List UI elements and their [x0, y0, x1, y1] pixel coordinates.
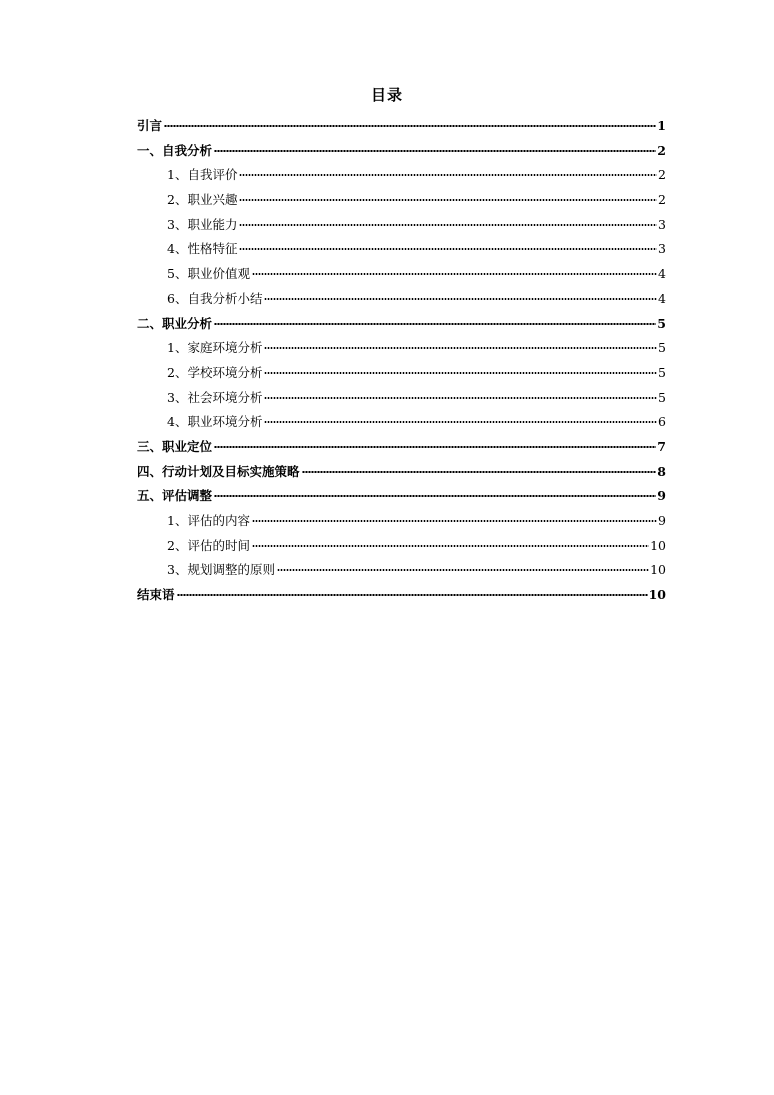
toc-entry[interactable] [137, 460, 666, 485]
toc-dot-leader [214, 446, 656, 448]
toc-page-number: 10 [650, 562, 666, 578]
toc-dot-leader [264, 347, 657, 349]
toc-dot-leader [252, 545, 649, 547]
toc-page-number: 9 [658, 513, 666, 528]
toc-subentry[interactable] [137, 534, 666, 559]
toc-page-number: 3 [658, 216, 666, 232]
toc-entry-label: 2、职业兴趣 [167, 192, 238, 208]
toc-subentry[interactable] [137, 509, 666, 534]
toc-dot-leader [264, 397, 657, 399]
toc-subentry[interactable] [137, 188, 666, 213]
toc-subentry[interactable] [137, 262, 666, 287]
toc-subentry[interactable] [137, 163, 666, 188]
toc-dot-leader [252, 520, 657, 522]
toc-page-number: 5 [658, 364, 666, 380]
toc-entry-label: 1、自我评价 [167, 167, 238, 183]
toc-entry[interactable] [137, 583, 666, 608]
toc-subentry[interactable] [137, 287, 666, 312]
toc-entry-label: 一、自我分析 [137, 142, 213, 158]
toc-page-number: 5 [657, 315, 666, 331]
toc-entry-label: 1、家庭环境分析 [167, 340, 263, 356]
toc-dot-leader [239, 248, 657, 250]
toc-page-number: 1 [657, 118, 666, 133]
toc-subentry[interactable] [137, 410, 666, 435]
toc-dot-leader [264, 421, 657, 423]
toc-entry[interactable] [137, 139, 666, 164]
toc-entry[interactable] [137, 435, 666, 460]
toc-title: 目录 [370, 86, 403, 104]
toc-dot-leader [214, 495, 656, 497]
toc-page-number: 4 [658, 290, 666, 306]
toc-entry-label: 4、性格特征 [167, 241, 238, 257]
toc-dot-leader [214, 323, 656, 325]
toc-entry-label: 四、行动计划及目标实施策略 [137, 463, 300, 479]
toc-subentry[interactable] [137, 237, 666, 262]
toc-page-number: 2 [657, 142, 666, 158]
toc-dot-leader [302, 471, 657, 473]
toc-subentry[interactable] [137, 386, 666, 411]
toc-page-number: 3 [658, 241, 666, 257]
toc-page-number: 7 [657, 438, 666, 454]
toc-entry[interactable] [137, 114, 666, 139]
toc-page-number: 2 [658, 167, 666, 183]
toc-dot-leader [239, 199, 657, 201]
toc-page-number: 10 [648, 587, 666, 603]
toc-dot-leader [214, 150, 656, 152]
toc-entry-label: 2、学校环境分析 [167, 364, 263, 380]
toc-entry-label: 三、职业定位 [137, 438, 213, 454]
toc-dot-leader [277, 569, 649, 571]
toc-entry-label: 结束语 [137, 587, 175, 603]
toc-page-number: 8 [657, 463, 666, 479]
toc-subentry[interactable] [137, 213, 666, 238]
toc-subentry[interactable] [137, 361, 666, 386]
toc-page-number: 5 [658, 340, 666, 356]
toc-dot-leader [264, 298, 657, 300]
toc-entry-label: 五、评估调整 [137, 488, 213, 504]
toc-entry-label: 4、职业环境分析 [167, 414, 263, 430]
toc-entry-label: 1、评估的内容 [167, 513, 250, 528]
toc-page-number: 6 [658, 414, 666, 430]
toc-entry-label: 6、自我分析小结 [167, 290, 263, 306]
toc-page-number: 4 [658, 266, 666, 282]
toc-entry-label: 二、职业分析 [137, 315, 213, 331]
toc-entry-label: 3、规划调整的原则 [167, 562, 275, 578]
toc-dot-leader [239, 224, 657, 226]
toc-dot-leader [252, 273, 657, 275]
toc-dot-leader [239, 174, 657, 176]
toc-entry-label: 引言 [137, 118, 163, 133]
toc-dot-leader [177, 594, 648, 596]
toc-entry-label: 2、评估的时间 [167, 537, 250, 553]
toc-subentry[interactable] [137, 558, 666, 583]
toc-list [137, 114, 666, 608]
toc-entry-label: 3、社会环境分析 [167, 389, 263, 405]
toc-entry-label: 3、职业能力 [167, 216, 238, 232]
toc-entry-label: 5、职业价值观 [167, 266, 250, 282]
toc-entry[interactable] [137, 312, 666, 337]
toc-page-number: 2 [658, 192, 666, 208]
toc-dot-leader [264, 372, 657, 374]
toc-dot-leader [164, 125, 656, 127]
toc-page-number: 5 [658, 389, 666, 405]
toc-page-number: 10 [650, 537, 666, 553]
toc-subentry[interactable] [137, 336, 666, 361]
toc-page-number: 9 [657, 488, 666, 504]
toc-entry[interactable] [137, 484, 666, 509]
